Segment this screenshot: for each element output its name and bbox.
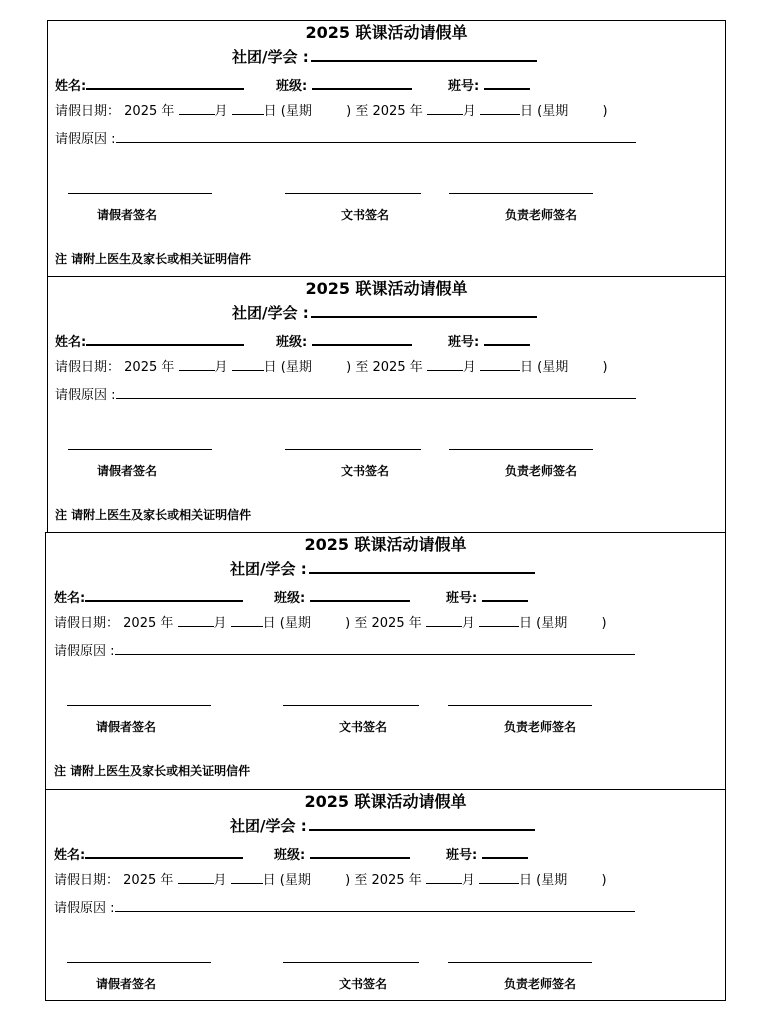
name-field: [55, 75, 244, 96]
month-text: 月: [214, 360, 228, 375]
reason-label: 请假原因 :: [54, 644, 115, 659]
secretary-signature-line[interactable]: [283, 962, 419, 963]
day2-text: 日 (星期: [520, 104, 569, 119]
secretary-signature-label: 文书签名: [339, 977, 388, 991]
secretary-signature-line[interactable]: [285, 193, 421, 194]
day-text: 日 (星期: [263, 360, 312, 375]
name-label: 姓名:: [54, 591, 86, 606]
date-row: [54, 870, 607, 890]
reason-row: [54, 898, 635, 918]
date-label: 请假日期：: [54, 873, 120, 888]
to-text: ) 至 2025 年: [345, 616, 422, 631]
club-field: [232, 301, 537, 323]
date-label: 请假日期：: [55, 104, 121, 119]
reason-label: 请假原因 :: [55, 388, 116, 403]
requester-signature-label: 请假者签名: [96, 720, 157, 734]
club-input-line[interactable]: [309, 557, 535, 574]
date-label: 请假日期：: [55, 360, 121, 375]
month-input-line[interactable]: [179, 357, 215, 371]
date-row: [54, 613, 607, 633]
month-text: 月: [213, 873, 227, 888]
secretary-signature-line[interactable]: [283, 705, 419, 706]
date-row: [55, 357, 608, 377]
requester-signature-line[interactable]: [67, 962, 211, 963]
month2-text: 月: [461, 616, 475, 631]
class-field: [276, 75, 412, 96]
name-input-line[interactable]: [86, 331, 244, 346]
reason-row: [55, 129, 636, 149]
reason-row: [54, 641, 635, 661]
day-text: 日 (星期: [262, 873, 311, 888]
day-input-line[interactable]: [232, 357, 264, 371]
day-text: 日 (星期: [262, 616, 311, 631]
seat-field: [446, 844, 528, 865]
name-label: 姓名:: [55, 79, 87, 94]
requester-signature-label: 请假者签名: [96, 977, 157, 991]
requester-signature-label: 请假者签名: [97, 208, 158, 222]
name-input-line[interactable]: [85, 844, 243, 859]
name-input-line[interactable]: [86, 75, 244, 90]
month2-input-line[interactable]: [426, 870, 462, 884]
form-title: 2025 联课活动请假单: [304, 535, 467, 554]
class-label: 班级:: [276, 335, 308, 350]
class-field: [274, 587, 410, 608]
seat-field: [446, 587, 528, 608]
class-field: [274, 844, 410, 865]
day-input-line[interactable]: [231, 870, 263, 884]
month-input-line[interactable]: [178, 870, 214, 884]
class-input-line[interactable]: [312, 75, 412, 90]
day-text: 日 (星期: [263, 104, 312, 119]
seat-label: 班号:: [448, 335, 480, 350]
club-input-line[interactable]: [311, 301, 537, 318]
day2-text: 日 (星期: [519, 616, 568, 631]
class-label: 班级:: [274, 591, 306, 606]
leave-form-4: [45, 789, 726, 1001]
club-field: [230, 814, 535, 836]
requester-signature-label: 请假者签名: [97, 464, 158, 478]
day-input-line[interactable]: [232, 101, 264, 115]
teacher-signature-label: 负责老师签名: [504, 977, 577, 991]
month2-text: 月: [462, 104, 476, 119]
month-text: 月: [214, 104, 228, 119]
club-label: 社团/学会 :: [230, 560, 307, 578]
day-input-line[interactable]: [231, 613, 263, 627]
form-title: 2025 联课活动请假单: [304, 792, 467, 811]
reason-input-line[interactable]: [115, 898, 635, 912]
leave-form-2: [47, 276, 726, 533]
seat-label: 班号:: [446, 848, 478, 863]
requester-signature-line[interactable]: [68, 193, 212, 194]
form-title: 2025 联课活动请假单: [305, 23, 468, 42]
seat-label: 班号:: [446, 591, 478, 606]
club-input-line[interactable]: [309, 814, 535, 831]
reason-label: 请假原因 :: [55, 132, 116, 147]
teacher-signature-label: 负责老师签名: [505, 464, 578, 478]
class-label: 班级:: [274, 848, 306, 863]
secretary-signature-line[interactable]: [285, 449, 421, 450]
secretary-signature-label: 文书签名: [341, 208, 390, 222]
seat-label: 班号:: [448, 79, 480, 94]
class-input-line[interactable]: [312, 331, 412, 346]
name-field: [54, 844, 243, 865]
teacher-signature-label: 负责老师签名: [505, 208, 578, 222]
date-label: 请假日期：: [54, 616, 120, 631]
reason-input-line[interactable]: [115, 641, 635, 655]
year-text: 2025 年: [123, 873, 174, 888]
secretary-signature-label: 文书签名: [341, 464, 390, 478]
to-text: ) 至 2025 年: [345, 873, 422, 888]
class-input-line[interactable]: [310, 587, 410, 602]
month2-text: 月: [462, 360, 476, 375]
close-paren: ): [602, 360, 608, 375]
name-field: [55, 331, 244, 352]
teacher-signature-line[interactable]: [449, 449, 593, 450]
to-text: ) 至 2025 年: [346, 104, 423, 119]
club-label: 社团/学会 :: [230, 817, 307, 835]
month-input-line[interactable]: [178, 613, 214, 627]
close-paren: ): [601, 873, 607, 888]
year-text: 2025 年: [124, 104, 175, 119]
name-input-line[interactable]: [85, 587, 243, 602]
club-label: 社团/学会 :: [232, 304, 309, 322]
month2-text: 月: [461, 873, 475, 888]
club-input-line[interactable]: [311, 45, 537, 62]
class-label: 班级:: [276, 79, 308, 94]
seat-input-line[interactable]: [482, 844, 528, 859]
requester-signature-line[interactable]: [68, 449, 212, 450]
club-field: [230, 557, 535, 579]
teacher-signature-label: 负责老师签名: [504, 720, 577, 734]
day2-input-line[interactable]: [480, 101, 520, 115]
day2-text: 日 (星期: [519, 873, 568, 888]
reason-label: 请假原因 :: [54, 901, 115, 916]
name-field: [54, 587, 243, 608]
reason-row: [55, 385, 636, 405]
teacher-signature-line[interactable]: [448, 705, 592, 706]
day2-input-line[interactable]: [479, 870, 519, 884]
year-text: 2025 年: [124, 360, 175, 375]
seat-input-line[interactable]: [484, 331, 530, 346]
reason-input-line[interactable]: [116, 129, 636, 143]
class-field: [276, 331, 412, 352]
leave-form-3: [45, 532, 726, 790]
name-label: 姓名:: [54, 848, 86, 863]
day2-input-line[interactable]: [479, 613, 519, 627]
month2-input-line[interactable]: [427, 357, 463, 371]
club-label: 社团/学会 :: [232, 48, 309, 66]
day2-text: 日 (星期: [520, 360, 569, 375]
seat-field: [448, 75, 530, 96]
month-text: 月: [213, 616, 227, 631]
to-text: ) 至 2025 年: [346, 360, 423, 375]
month2-input-line[interactable]: [427, 101, 463, 115]
secretary-signature-label: 文书签名: [339, 720, 388, 734]
close-paren: ): [602, 104, 608, 119]
teacher-signature-line[interactable]: [448, 962, 592, 963]
leave-form-1: [47, 20, 726, 277]
year-text: 2025 年: [123, 616, 174, 631]
attachment-note: 注 请附上医生及家长或相关证明信件: [55, 252, 252, 266]
name-label: 姓名:: [55, 335, 87, 350]
requester-signature-line[interactable]: [67, 705, 211, 706]
form-title: 2025 联课活动请假单: [305, 279, 468, 298]
month2-input-line[interactable]: [426, 613, 462, 627]
attachment-note: 注 请附上医生及家长或相关证明信件: [54, 764, 251, 778]
class-input-line[interactable]: [310, 844, 410, 859]
club-field: [232, 45, 537, 67]
day2-input-line[interactable]: [480, 357, 520, 371]
seat-input-line[interactable]: [482, 587, 528, 602]
attachment-note: 注 请附上医生及家长或相关证明信件: [55, 508, 252, 522]
date-row: [55, 101, 608, 121]
close-paren: ): [601, 616, 607, 631]
teacher-signature-line[interactable]: [449, 193, 593, 194]
seat-field: [448, 331, 530, 352]
seat-input-line[interactable]: [484, 75, 530, 90]
reason-input-line[interactable]: [116, 385, 636, 399]
month-input-line[interactable]: [179, 101, 215, 115]
